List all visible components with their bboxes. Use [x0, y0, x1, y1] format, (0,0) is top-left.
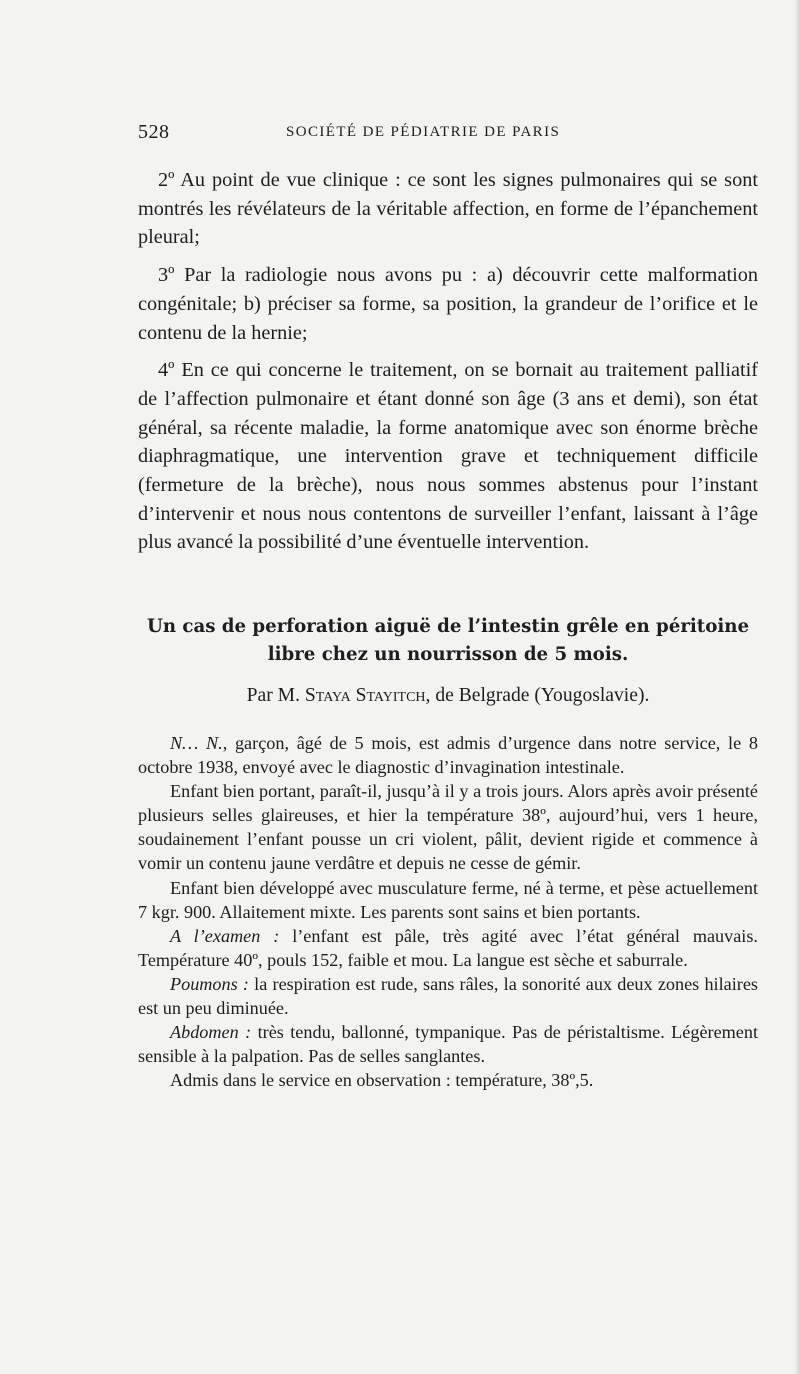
page-edge-shadow	[794, 0, 800, 1374]
paragraph-lead: N… N.	[170, 733, 223, 753]
case-paragraph	[138, 779, 758, 875]
case-paragraph	[138, 1068, 758, 1092]
paragraph-lead: Abdomen :	[170, 1022, 252, 1043]
case-paragraph	[138, 972, 758, 1020]
paragraph-text: Enfant bien développé avec musculature ferme, né à terme, et pèse actuellement 7 kgr. 900. Allaitement mixte. Les parents sont sains et bien portants.	[138, 877, 758, 922]
article-title: Un cas de perforation aiguë de l’intestin grêle en péritoine libre chez un nourrisson de 5 mois.	[146, 616, 750, 665]
conclusion-paragraph: 4º En ce qui concerne le traitement, on se bornait au traitement palliatif de l’affection pulmonaire et étant donné son âge (3 ans et demi), son état général, sa récente maladie, la forme anatomique avec son énorme brèche diaphragmatique, une intervention grave et techniquement difficile (fermeture de la brèche), nous nous sommes abstenus pour l’instant d’intervenir et nous nous contentons de surveiller l’enfant, laissant à l’âge plus avancé la possibilité d’une éventuelle intervention.	[138, 359, 758, 554]
paragraph-text: Enfant bien portant, paraît-il, jusqu’à il y a trois jours. Alors après avoir présenté plusieurs selles glaireuses, et hier la température 38º, aujourd’hui, vers 1 heure, soudainement l’enfant pousse un cri violent, pâlit, devient rigide et commence à vomir un contenu jaune verdâtre et depuis ne cesse de gémir.	[138, 781, 758, 874]
author-name: Staya Stayitch	[304, 685, 426, 706]
paragraph-text: , garçon, âgé de 5 mois, est admis d’urgence dans notre service, le 8 octobre 1938, envoyé avec le diagnostic d’invagination intestinale.	[138, 733, 758, 778]
paragraph-text: très tendu, ballonné, tympanique. Pas de péristaltisme. Légèrement sensible à la palpation. Pas de selles sanglantes.	[138, 1022, 759, 1067]
paragraph-text: la respiration est rude, sans râles, la sonorité aux deux zones hilaires est un peu diminuée.	[138, 973, 758, 1019]
paragraph-lead: Poumons :	[170, 973, 249, 994]
case-paragraph	[138, 876, 758, 924]
paragraph-lead: A l’examen :	[170, 925, 280, 946]
case-paragraph	[138, 731, 758, 779]
case-report-section	[138, 731, 758, 1092]
paragraph-text: l’enfant est pâle, très agité avec l’état général mauvais. Température 40º, pouls 152, faible et mou. La langue est sèche et saburrale.	[138, 925, 758, 970]
byline-prefix: Par M.	[246, 685, 305, 706]
case-paragraph	[138, 924, 758, 972]
conclusion-paragraph: 3º Par la radiologie nous avons pu : a) découvrir cette malformation congénitale; b) préciser sa forme, sa position, la grandeur de l’orifice et le contenu de la hernie;	[138, 264, 758, 344]
paragraph-text: Admis dans le service en observation : température, 38º,5.	[170, 1070, 594, 1091]
running-head: SOCIÉTÉ DE PÉDIATRIE DE PARIS	[286, 124, 561, 140]
case-paragraph	[138, 1020, 758, 1068]
page-number: 528	[138, 121, 170, 143]
article-byline	[138, 683, 758, 709]
page-header	[138, 121, 758, 147]
conclusions-section	[138, 166, 758, 557]
byline-suffix: , de Belgrade (Yougoslavie).	[425, 685, 650, 706]
conclusion-paragraph: 2º Au point de vue clinique : ce sont les signes pulmonaires qui se sont montrés les révélateurs de la véritable affection, en forme de l’épanchement pleural;	[138, 169, 758, 249]
